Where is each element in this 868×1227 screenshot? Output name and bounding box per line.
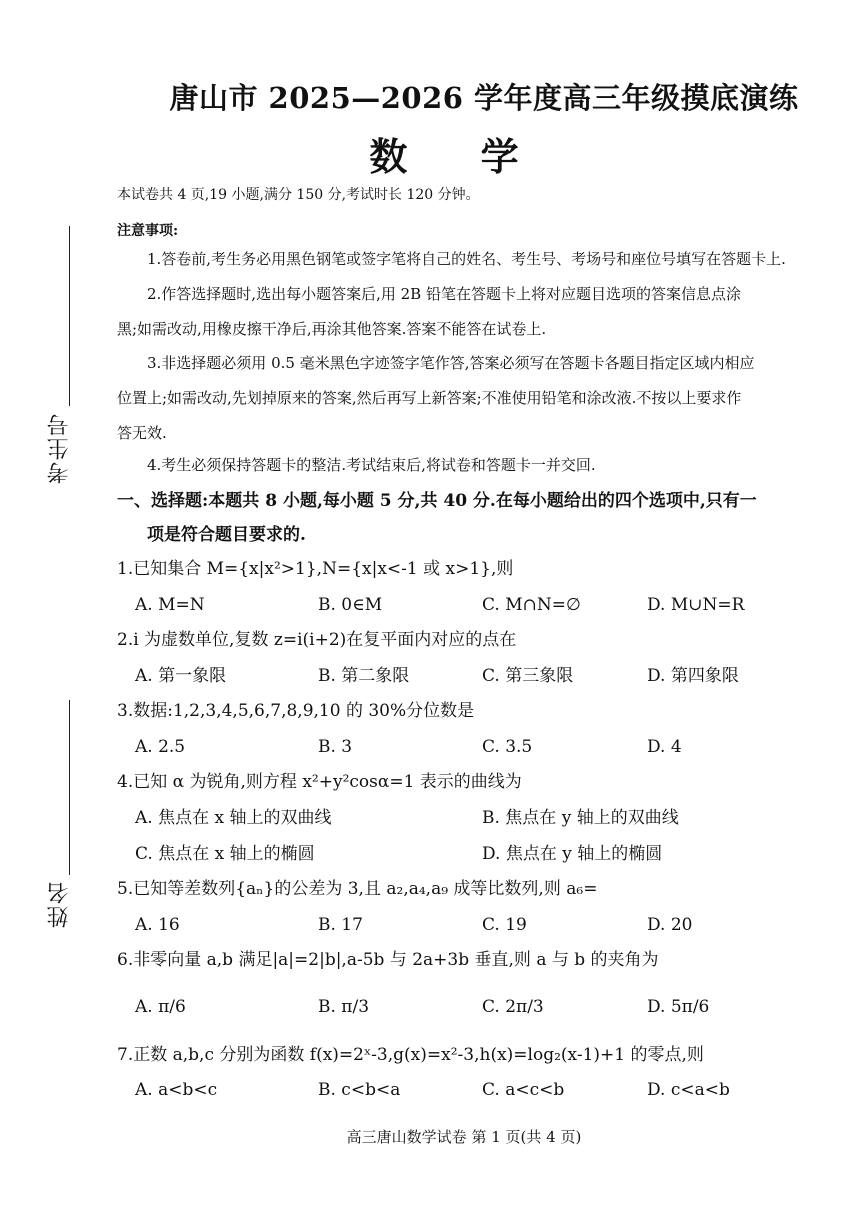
question-2-option-d: D. 第四象限 [647, 666, 739, 686]
question-3-option-b: B. 3 [318, 737, 353, 757]
notice-item-2-line-1: 2.作答选择题时,选出每小题答案后,用 2B 铅笔在答题卡上将对应题目选项的答案信息点涂 [147, 285, 741, 303]
question-1-stem: 1.已知集合 M={x|x²>1},N={x|x<-1 或 x>1},则 [117, 559, 514, 579]
question-5-stem: 5.已知等差数列{aₙ}的公差为 3,且 a₂,a₄,a₉ 成等比数列,则 a₆= [117, 879, 598, 899]
question-2-option-b: B. 第二象限 [318, 666, 410, 686]
question-3-option-a: A. 2.5 [135, 737, 186, 757]
question-1-option-c: C. M∩N=∅ [482, 595, 581, 615]
notice-item-4 [117, 448, 849, 483]
question-6-stem: 6.非零向量 a,b 满足|a|=2|b|,a-5b 与 2a+3b 垂直,则 a 与 b 的夹角为 [117, 950, 659, 970]
notice-item-3-line-1: 3.非选择题必须用 0.5 毫米黑色字迹签字笔作答,答案必须写在答题卡各题目指定区域内相应 [147, 354, 755, 372]
exam-number-blank-line [69, 226, 70, 406]
section-1-heading-line-1: 一、选择题:本题共 8 小题,每小题 5 分,共 40 分.在每小题给出的四个选项中,只有一 [117, 491, 757, 511]
question-7-option-d: D. c<a<b [647, 1080, 730, 1100]
question-5-option-b: B. 17 [318, 915, 363, 935]
name-blank-line [69, 700, 70, 875]
exam-intro: 本试卷共 4 页,19 小题,满分 150 分,考试时长 120 分钟。 [117, 187, 480, 203]
section-1-heading [117, 484, 852, 552]
question-4-option-c: C. 焦点在 x 轴上的椭圆 [135, 844, 315, 864]
question-7-option-c: C. a<c<b [482, 1080, 565, 1100]
question-2-stem: 2.i 为虚数单位,复数 z=i(i+2)在复平面内对应的点在 [117, 630, 517, 650]
question-2-option-c: C. 第三象限 [482, 666, 574, 686]
notice-item-2-line-2: 黑;如需改动,用橡皮擦干净后,再涂其他答案.答案不能答在试卷上. [117, 320, 547, 338]
question-4-option-a: A. 焦点在 x 轴上的双曲线 [135, 808, 332, 828]
notice-heading: 注意事项: [117, 223, 179, 239]
question-5-option-a: A. 16 [135, 915, 180, 935]
section-1-heading-line-2: 项是符合题目要求的. [147, 525, 306, 545]
question-6-option-d: D. 5π/6 [647, 997, 710, 1017]
question-2-option-a: A. 第一象限 [135, 666, 227, 686]
question-1-option-b: B. 0∈M [318, 595, 383, 615]
question-7-option-a: A. a<b<c [135, 1080, 218, 1100]
notice-item-3-line-2: 位置上;如需改动,先划掉原来的答案,然后再写上新答案;不准使用铅笔和涂改液.不按以上要求作 [117, 389, 742, 407]
question-4-option-d: D. 焦点在 y 轴上的椭圆 [482, 844, 663, 864]
question-6-option-a: A. π/6 [135, 997, 186, 1017]
question-5-option-d: D. 20 [647, 915, 693, 935]
question-6-option-c: C. 2π/3 [482, 997, 544, 1017]
subject-title: 数 学 [369, 134, 549, 179]
question-1-option-d: D. M∪N=R [647, 595, 745, 615]
question-6-option-b: B. π/3 [318, 997, 370, 1017]
notice-item-1-text: 1.答卷前,考生务必用黑色钢笔或签字笔将自己的姓名、考生号、考场号和座位号填写在答题卡上. [147, 250, 786, 268]
question-1-option-a: A. M=N [135, 595, 205, 615]
page-footer: 高三唐山数学试卷 第 1 页(共 4 页) [346, 1128, 582, 1146]
question-7-stem: 7.正数 a,b,c 分别为函数 f(x)=2ˣ-3,g(x)=x²-3,h(x)=log₂(x-1)+1 的零点,则 [117, 1045, 704, 1065]
question-3-option-c: C. 3.5 [482, 737, 533, 757]
question-5-option-c: C. 19 [482, 915, 527, 935]
question-3-option-d: D. 4 [647, 737, 682, 757]
notice-item-4-text: 4.考生必须保持答题卡的整洁.考试结束后,将试卷和答题卡一并交回. [147, 456, 596, 474]
question-3-stem: 3.数据:1,2,3,4,5,6,7,8,9,10 的 30%分位数是 [117, 701, 475, 721]
name-label: 姓名 [47, 880, 72, 928]
question-7-option-b: B. c<b<a [318, 1080, 401, 1100]
question-4-option-b: B. 焦点在 y 轴上的双曲线 [482, 808, 679, 828]
exam-title: 唐山市 2025—2026 学年度高三年级摸底演练 [169, 81, 799, 115]
question-4-stem: 4.已知 α 为锐角,则方程 x²+y²cosα=1 表示的曲线为 [117, 772, 522, 792]
notice-item-2 [117, 277, 849, 347]
notice-item-3-line-3: 答无效. [117, 424, 167, 442]
notice-item-3 [117, 346, 849, 451]
exam-number-label: 考生号 [47, 412, 72, 484]
notice-item-1 [117, 242, 849, 277]
